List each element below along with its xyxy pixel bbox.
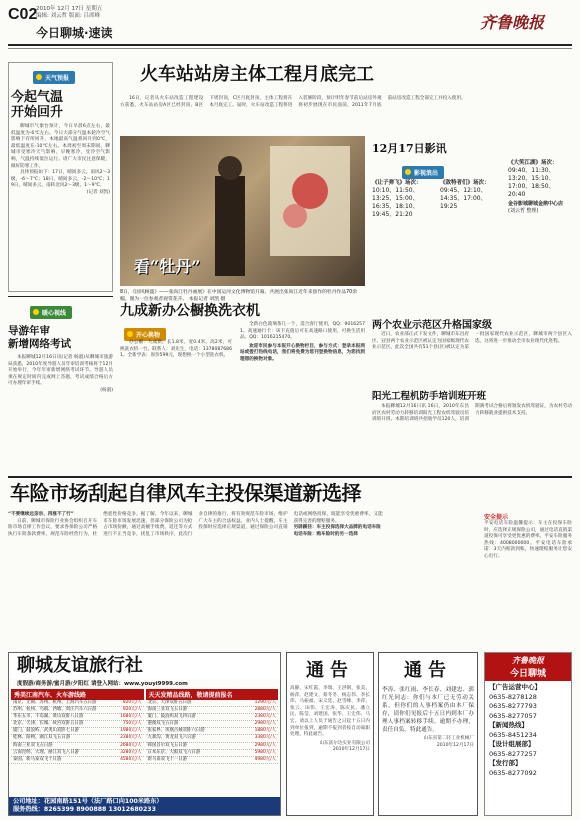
ad-item-price: 820元/人 xyxy=(122,700,142,705)
section-rule xyxy=(8,476,572,478)
notice-2-title: 通告 xyxy=(404,660,452,681)
ad-item-name: 海南三亚双飞五日游 xyxy=(147,707,188,713)
date-line: 2010年 12月 17日 星期五 xyxy=(36,6,103,12)
ad-item-name: 九寨沟、黄龙双飞六日游 xyxy=(147,735,196,741)
film-tag: 影视浪出 xyxy=(402,166,444,179)
ad-item-price: 5980元/人 xyxy=(254,749,276,755)
divider xyxy=(8,296,113,297)
agri-headline: 两个农业示范区升格国家级 xyxy=(372,320,492,331)
ad-list-item xyxy=(11,743,144,750)
insurance-sub1: “不要继续远亲宗、再涨不了行” xyxy=(8,512,74,517)
ad-item-price: 3280元/人 xyxy=(120,749,142,755)
ad-item-name: 港澳双飞五日游 xyxy=(147,721,179,727)
film-col-2 xyxy=(440,180,502,211)
ad-item-name: 日本东京、大阪双飞六日游 xyxy=(147,749,201,755)
film-col3-title: 《大笑江湖》场次： xyxy=(508,160,558,166)
travel-ad-url: 度假游/商务游/蜜月游/夕阳红 请登入网站：www.youyi9999.com xyxy=(17,681,188,687)
barter-right-text: 全新白色玻璃茶几一个，适合客厅使用，QQ：90162571。高速通行卡：该卡充值后可在高速路口使用，可换生活用品。QQ：1016215470。 xyxy=(240,322,365,341)
ad-item-name: 厦门、鼓浪屿、武夷山双卧七日游 xyxy=(13,728,79,734)
weather-forecast: 具体预报如下：17日，晴间多云，南风2～3级，-6～7℃；18日，晴间多云，-2～10℃；19日，晴间多云，南转北风2～3级，1～9℃。 xyxy=(11,170,110,189)
insurance-body: 日前，聊城市保险行业协会组织召开车险市场自律工作会议，要求各保险公司严格执行车险条款费率，规范车险经营行为，杜绝恶性价格竞争。据了解，今年以来，聊城市车险市场发展迅速，但部分保险公司为抢占市场份额，通过高额手续费、返还等方式进行不正当竞争，扰乱了市场秩序。此次行业自律的推行，将有效规范车险市场，维护广大车主的合法权益。业内人士提醒，车主投保时应选择正规渠道，通过保险公司直销电话或网络投保，既能享受优惠费率，又能获得完善的理赔服务。 xyxy=(8,512,383,537)
page-number: C02 xyxy=(8,6,38,23)
section-title: 今日聊城·速读 xyxy=(36,26,113,40)
travel-ad-footer xyxy=(9,797,280,815)
ad-item-name: 北京、天津双卧五日游 xyxy=(147,700,192,705)
travel-ad-address: 公司地址：花园南路151号（法厂路口向100米路东） xyxy=(13,798,163,805)
notice-2-org: 山东省第二轻工业机械厂 xyxy=(423,736,474,741)
tourism-title-line2: 新增网络考试 xyxy=(8,338,71,350)
ad-item-price: 750元/人 xyxy=(122,721,142,727)
header-rule xyxy=(8,44,572,46)
film-col2-times: 09:45、12:10、14:35、17:00、19:25 xyxy=(440,187,487,210)
travel-ad-right-head: 天天发精品线路，敬请提前报名 xyxy=(146,689,279,700)
notice-1-title: 通告 xyxy=(306,660,354,681)
travel-ad-left-list xyxy=(11,689,144,764)
notice-2-body: 李涛、张红雨、李长春、刘建忠、郭红光同志：你们与本厂已无劳动关系，但你们的人事档案仍由本厂保存，请你们见报后十五日内到本厂办理人事档案转移手续。逾期不办理，责任自负。特此通告。 xyxy=(382,687,474,733)
insurance-columns xyxy=(8,512,478,648)
insurance-sub2: 另辟蹊径：车主投保选择大品牌的电话车险 xyxy=(293,525,381,531)
weather-body-text: 聊城市气象台预计，今日早晨6点左右，最低温度为-6℃左右。今日大部分气温本轮冷空气影响下有所回升，本地最高气温将回升到0℃，最低温度在-10℃左右。本周初至周末期间，聊城市受寒冷天气影响，早晚寒冷，受冷空气影响，气温持续低位运行。请广大市民注意保暖，做好防寒工作。 xyxy=(11,124,110,169)
ad-item-name: 桂林、阳朔、漓江双飞五日游 xyxy=(13,735,71,741)
newspaper-logo: 齐鲁晚报 xyxy=(480,13,545,32)
ad-item-name: 苏州、杭州、乌镇、西塘、周庄汽车六日游 xyxy=(13,707,97,713)
service-header xyxy=(485,653,571,681)
travel-ad-right-list xyxy=(146,689,279,764)
service-design-phone: 0635-8277257 xyxy=(489,749,537,758)
film-box xyxy=(372,160,572,310)
barter-right-body xyxy=(240,322,365,364)
ad-item-price: 1290元/人 xyxy=(254,700,276,705)
agri-body-text: 近日，农业部正式下发文件，聊城市东昌府区、冠县两个农业示范区被认定为国家级现代农业示范区。此次全国共有51个县(区)被认定为第一批国家现代农业示范区，聊城市两个县区入选，这将进一步推动全市农业现代化进程。 xyxy=(372,332,572,351)
tourism-title xyxy=(8,325,113,351)
ad-item-price: 2680元/人 xyxy=(120,742,142,748)
insurance-tip-body: 平安电话车险温馨提示：车主在投保车险时，应选择正规保险公司，通过电话直销渠道投保可享受更优惠的费率。平安车险服务热线：4008000000。平安电话车险承诺：3天内赔款到账，快速理赔服务让您安心出行。 xyxy=(484,521,572,559)
film-col2-title: 《敌特者们》场次： xyxy=(440,180,490,186)
service-ad-label: 【广告运营中心】 xyxy=(489,683,541,691)
main-headline-body xyxy=(120,96,560,130)
travel-ad-left-head: 秀美江南汽车、火车游线路 xyxy=(11,689,144,700)
service-dist-label: 【发行部】 xyxy=(489,759,522,767)
ad-item-price: 2380元/人 xyxy=(254,714,276,720)
ad-item-name: 海南三亚双飞五日游 xyxy=(13,742,53,748)
weather-title xyxy=(11,90,110,120)
ad-item-name: 泰国、新马泰双飞十日游 xyxy=(13,756,62,762)
header-rule-thin xyxy=(8,48,572,49)
travel-ad-title: 聊城友谊旅行社 xyxy=(9,653,280,679)
weather-body xyxy=(11,124,110,197)
film-col-1 xyxy=(372,180,434,219)
film-col-3 xyxy=(508,160,570,215)
ad-item-name: 北京、天津、长城、故宫双卧五日游 xyxy=(13,721,84,727)
ad-list-item xyxy=(146,757,279,764)
notice-1-org: 山东富尔达实业有限公司 xyxy=(319,740,370,746)
travel-ad-right-items xyxy=(146,700,279,764)
sunshine-body xyxy=(372,404,572,470)
barter-left-text: 办公橱：九成新，长1.8米，宽0.4米，高2米，可换洗衣机一台。联系人：刘先生，电话：13780876861。全新学表：原价599元，现想换一个小型洗衣机。 xyxy=(120,340,232,359)
insurance-headline: 车险市场刮起自律风车主投保渠道新选择 xyxy=(10,481,361,505)
ad-item-price: 2380元/人 xyxy=(120,735,142,741)
weather-article xyxy=(8,62,113,292)
main-headline-text: 16日，记者从火车站改造工程建设方获悉，火车站站房A区已经封顶，B区下周封顶，C区月底封顶，主体工程将在本月底完工。届时，火车站改造工程将进入装修阶段，预计明年春节前后站房外观将初步展现在市民面前，2011年7月底前站房改造工程全部完工并投入使用。 xyxy=(120,96,466,108)
insurance-sub3: 电话车险：购车险时的另一选择 xyxy=(293,531,358,537)
ad-list-item xyxy=(146,743,279,750)
weather-title-line2: 开始回升 xyxy=(11,105,64,120)
tourism-article xyxy=(8,300,113,395)
ad-list-item xyxy=(11,735,144,742)
ad-list-item xyxy=(11,750,144,757)
service-title: 今日聊城 xyxy=(509,669,546,679)
barter-notice: 欢迎市民参与本报开心换物栏目，参与方式：登录本报网站或拨打热线电话，我们将免费为您刊登换物信息，为您找到理想的换物对象。 xyxy=(240,343,365,362)
travel-ad-hotline: 服务热线：8265399 8900888 13012680233 xyxy=(13,806,156,813)
insurance-article xyxy=(8,512,478,648)
notice-2-date: 2010年12月17日 xyxy=(436,742,474,748)
ad-item-price: 1980元/人 xyxy=(120,728,142,734)
travel-ad-left-items xyxy=(11,700,144,764)
notice-2 xyxy=(378,652,478,816)
barter-headline: 九成新办公橱换洗衣机 xyxy=(120,303,260,319)
service-logo: 齐鲁晚报 xyxy=(512,656,544,665)
ad-item-name: 韩国首尔双飞五日游 xyxy=(147,742,188,748)
film-col3-times: 09:40、11:30、13:20、15:10、17:00、18:50、20:40 xyxy=(508,167,555,198)
service-design-label: 【设计组展部】 xyxy=(489,740,535,748)
service-dist-phone: 0635-8277092 xyxy=(489,768,537,777)
ad-item-price: 2980元/人 xyxy=(254,721,276,727)
ad-list-item xyxy=(11,757,144,764)
notice-1 xyxy=(286,652,374,816)
tourism-body xyxy=(8,355,113,395)
service-box xyxy=(484,652,572,816)
ad-item-name: 厦门、鼓浪屿双飞四日游 xyxy=(147,714,196,720)
insurance-tip-title: 安全提示 xyxy=(484,514,509,521)
ad-item-price: 1680元/人 xyxy=(120,714,142,720)
service-ad-phone-1: 0635-8278128 xyxy=(489,692,537,701)
service-news-label: 【新闻热线】 xyxy=(489,721,528,729)
service-ad-phone-2: 0635-8277793 xyxy=(489,702,537,710)
exhibit-caption-credit: 本报记者 刘凯 摄 xyxy=(188,296,226,302)
ad-item-name: 南京、无锡、苏州、杭州、上海汽车五日游 xyxy=(13,700,97,705)
travel-ad-lists xyxy=(9,689,280,764)
tourism-body-text: 本报聊城12月16日讯(记者 杨淑)从聊城市旅游局获悉，2010年度导游人员年审培训考核将于12月开始举行，今年年审新增网络考试环节。导游人员须在规定时间内完成网上答题，考试成绩合格后方可办理年审手续。 xyxy=(8,355,113,387)
ad-item-price: 4580元/人 xyxy=(120,756,142,762)
ad-item-price: 4980元/人 xyxy=(254,756,276,762)
main-headline: 火车站站房主体工程月底完工 xyxy=(140,64,374,85)
service-list xyxy=(485,681,571,780)
exhibit-overlay-title: 看“牡丹” xyxy=(134,257,201,276)
barter-left-body xyxy=(120,340,232,360)
ad-item-name: 张家界、凤凰古城双卧六日游 xyxy=(147,728,205,734)
ad-list-item xyxy=(146,735,279,742)
film-col1-title: 《让子弹飞》场次： xyxy=(372,180,422,186)
sunshine-body-text: 本报聊城12月16日讯 16日，2010年东昌府区农村劳动力转移培训阳光工程农机驾驶员培训班开班。本期培训班共招收学员120人，培训期满考试合格后将颁发农机驾驶证，为农村劳动力转移就业提供技术支持。 xyxy=(372,404,572,423)
ad-item-name: 华东五市、千岛湖、黄山双卧八日游 xyxy=(13,714,84,720)
film-col1-times: 10:10、11:50、13:25、15:00、16:35、18:10、19:45、21:20 xyxy=(372,187,419,218)
ad-item-price: 2880元/人 xyxy=(254,707,276,713)
ad-item-name: 新马泰双飞十一日游 xyxy=(147,756,188,762)
ad-item-price: 1880元/人 xyxy=(254,728,276,734)
sunshine-headline: 阳光工程机防手培训班开班 xyxy=(372,391,487,402)
service-news-phone: 0635-8451234 xyxy=(489,730,537,739)
weather-tag: 天气预报 xyxy=(33,71,75,84)
exhibit-photo xyxy=(120,136,365,286)
film-credit: (刘云哲 整理) xyxy=(508,208,539,214)
ad-item-name: 云南昆明、大理、丽江双飞八日游 xyxy=(13,749,79,755)
exhibit-caption-text: 8日，《国风顾盛》——张尚江牡丹画展》在中国运河文化博物馆开幕，共展出张尚江近年来创作的牡丹作品70余幅，图为一位参观者观赏花卉。 xyxy=(120,290,358,302)
insurance-tip xyxy=(484,512,572,561)
ad-item-price: 3380元/人 xyxy=(254,735,276,741)
ad-item-price: 2980元/人 xyxy=(254,742,276,748)
travel-agency-ad xyxy=(8,652,281,816)
notice-1-date: 2010年12月17日 xyxy=(332,747,370,753)
tourism-byline: (杨淑) xyxy=(100,387,113,393)
barter-article xyxy=(120,322,365,472)
tourism-tag: 暖心视线 xyxy=(30,306,72,319)
service-ad-phone-3: 0635-8277057 xyxy=(489,711,537,720)
film-venue: 金谷影城聊城金鼎中心店 xyxy=(508,201,564,207)
agri-body xyxy=(372,332,572,384)
editor-line: 编辑: 刘云哲 版面: 吕席峰 xyxy=(36,13,100,19)
notice-1-body: 高静、宋红霞、李瑞、王洪钢、张美、杨萍、赵建文、蔡冬冬、杨志伟、李长伟、马振福、宋义廷、赵雪峰、李萍、张云、田伟、王宏涛、陈庆民、潘立民、陈莹、刘建国、张华、王宏伟、马宏。请以上人员于通告之日起十五日内到单位报到，逾期不报到者按自动离职处理。特此通告。 xyxy=(290,686,370,738)
tourism-title-line1: 导游年审 xyxy=(8,325,50,337)
weather-title-line1: 今起气温 xyxy=(11,90,64,105)
ad-item-price: 920元/人 xyxy=(122,707,142,713)
barter-tag: 开心换物 xyxy=(124,328,166,341)
film-title: 12月17日影讯 xyxy=(372,142,447,155)
ad-list-item xyxy=(146,750,279,757)
weather-byline: (记者 刘凯) xyxy=(86,189,110,195)
header-meta xyxy=(36,6,102,20)
